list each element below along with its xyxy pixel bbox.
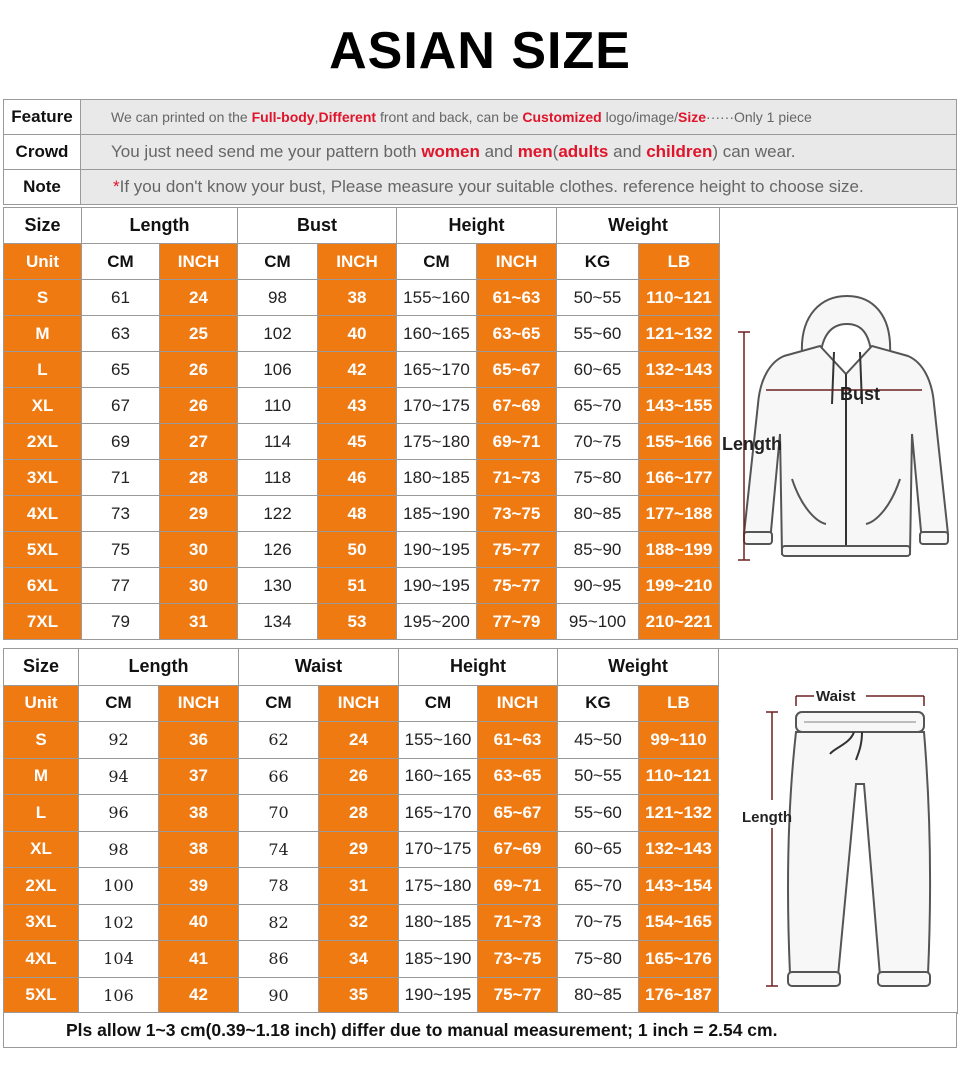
value-cell: 78	[239, 868, 319, 905]
size-cell: 7XL	[4, 604, 82, 640]
value-cell: 121~132	[639, 795, 719, 832]
unit-cell: INCH	[478, 685, 558, 722]
value-cell: 190~195	[399, 977, 478, 1014]
value-cell: 132~143	[639, 831, 719, 868]
value-cell: 26	[160, 388, 238, 424]
value-cell: 155~166	[639, 424, 720, 460]
value-cell: 99~110	[639, 722, 719, 759]
unit-cell: Unit	[4, 244, 82, 280]
size-cell: S	[4, 280, 82, 316]
size-cell: 3XL	[4, 904, 79, 941]
unit-cell: CM	[397, 244, 477, 280]
value-cell: 74	[239, 831, 319, 868]
size-cell: S	[4, 722, 79, 759]
feature-text: We can printed on the Full-body,Different front and back, can be Customized logo/image/Size······Only 1 piece	[81, 100, 957, 135]
value-cell: 180~185	[399, 904, 478, 941]
value-cell: 36	[159, 722, 239, 759]
header-row	[4, 208, 958, 244]
value-cell: 63~65	[478, 758, 558, 795]
value-cell: 75~77	[477, 532, 557, 568]
value-cell: 73~75	[478, 941, 558, 978]
value-cell: 63	[82, 316, 160, 352]
size-cell: 2XL	[4, 868, 79, 905]
value-cell: 130	[238, 568, 318, 604]
value-cell: 160~165	[399, 758, 478, 795]
value-cell: 27	[160, 424, 238, 460]
hoodie-icon	[744, 296, 948, 556]
unit-cell: CM	[399, 685, 478, 722]
value-cell: 79	[82, 604, 160, 640]
value-cell: 45	[318, 424, 397, 460]
size-cell: M	[4, 758, 79, 795]
value-cell: 80~85	[558, 977, 639, 1014]
value-cell: 55~60	[557, 316, 639, 352]
value-cell: 106	[79, 977, 159, 1014]
value-cell: 199~210	[639, 568, 720, 604]
value-cell: 63~65	[477, 316, 557, 352]
value-cell: 102	[238, 316, 318, 352]
size-cell: 2XL	[4, 424, 82, 460]
value-cell: 31	[160, 604, 238, 640]
value-cell: 67~69	[478, 831, 558, 868]
value-cell: 110~121	[639, 758, 719, 795]
value-cell: 38	[318, 280, 397, 316]
value-cell: 61~63	[477, 280, 557, 316]
value-cell: 25	[160, 316, 238, 352]
value-cell: 67	[82, 388, 160, 424]
value-cell: 65~70	[558, 868, 639, 905]
bust-label: Bust	[840, 384, 880, 404]
size-cell: 4XL	[4, 496, 82, 532]
value-cell: 110~121	[639, 280, 720, 316]
value-cell: 118	[238, 460, 318, 496]
value-cell: 176~187	[639, 977, 719, 1014]
size-cell: 3XL	[4, 460, 82, 496]
value-cell: 210~221	[639, 604, 720, 640]
unit-cell: CM	[238, 244, 318, 280]
crowd-row	[4, 135, 957, 170]
value-cell: 90	[239, 977, 319, 1014]
note-row	[4, 170, 957, 205]
value-cell: 29	[160, 496, 238, 532]
value-cell: 65~67	[477, 352, 557, 388]
waist-label: Waist	[816, 688, 856, 705]
value-cell: 61	[82, 280, 160, 316]
value-cell: 24	[160, 280, 238, 316]
value-cell: 60~65	[557, 352, 639, 388]
value-cell: 42	[159, 977, 239, 1014]
unit-cell: LB	[639, 244, 720, 280]
value-cell: 80~85	[557, 496, 639, 532]
value-cell: 26	[160, 352, 238, 388]
column-group-header: Bust	[238, 208, 397, 244]
value-cell: 31	[319, 868, 399, 905]
value-cell: 110	[238, 388, 318, 424]
value-cell: 98	[79, 831, 159, 868]
value-cell: 50~55	[558, 758, 639, 795]
column-group-header: Length	[82, 208, 238, 244]
value-cell: 185~190	[399, 941, 478, 978]
value-cell: 71~73	[477, 460, 557, 496]
value-cell: 177~188	[639, 496, 720, 532]
value-cell: 75~80	[557, 460, 639, 496]
value-cell: 92	[79, 722, 159, 759]
value-cell: 66	[239, 758, 319, 795]
size-cell: M	[4, 316, 82, 352]
column-group-header: Weight	[557, 208, 720, 244]
feature-label: Feature	[4, 100, 81, 135]
value-cell: 43	[318, 388, 397, 424]
value-cell: 75~77	[478, 977, 558, 1014]
value-cell: 126	[238, 532, 318, 568]
value-cell: 134	[238, 604, 318, 640]
value-cell: 42	[318, 352, 397, 388]
value-cell: 71	[82, 460, 160, 496]
value-cell: 45~50	[558, 722, 639, 759]
value-cell: 165~170	[397, 352, 477, 388]
crowd-text: You just need send me your pattern both women and men(adults and children) can wear.	[81, 135, 957, 170]
value-cell: 75	[82, 532, 160, 568]
value-cell: 170~175	[399, 831, 478, 868]
pants-length-label: Length	[742, 809, 792, 826]
value-cell: 154~165	[639, 904, 719, 941]
value-cell: 60~65	[558, 831, 639, 868]
value-cell: 24	[319, 722, 399, 759]
value-cell: 32	[319, 904, 399, 941]
value-cell: 28	[160, 460, 238, 496]
unit-cell: INCH	[318, 244, 397, 280]
value-cell: 61~63	[478, 722, 558, 759]
feature-row	[4, 100, 957, 135]
value-cell: 75~77	[477, 568, 557, 604]
value-cell: 166~177	[639, 460, 720, 496]
value-cell: 70~75	[558, 904, 639, 941]
pants-length-measure-line	[766, 712, 778, 986]
column-group-header: Height	[397, 208, 557, 244]
value-cell: 143~155	[639, 388, 720, 424]
value-cell: 77~79	[477, 604, 557, 640]
hoodie-diagram	[722, 284, 958, 574]
column-group-header: Weight	[558, 649, 719, 686]
size-cell: 5XL	[4, 977, 79, 1014]
unit-cell: CM	[239, 685, 319, 722]
page-title: ASIAN SIZE	[329, 22, 631, 80]
note-text: *If you don't know your bust, Please measure your suitable clothes. reference height to choose size.	[81, 170, 957, 205]
unit-cell: KG	[557, 244, 639, 280]
column-group-header: Length	[79, 649, 239, 686]
value-cell: 188~199	[639, 532, 720, 568]
size-cell: 6XL	[4, 568, 82, 604]
value-cell: 155~160	[397, 280, 477, 316]
value-cell: 122	[238, 496, 318, 532]
header-row	[4, 649, 958, 686]
value-cell: 26	[319, 758, 399, 795]
value-cell: 96	[79, 795, 159, 832]
value-cell: 190~195	[397, 568, 477, 604]
size-cell: 5XL	[4, 532, 82, 568]
value-cell: 155~160	[399, 722, 478, 759]
value-cell: 69~71	[478, 868, 558, 905]
value-cell: 38	[159, 831, 239, 868]
value-cell: 53	[318, 604, 397, 640]
value-cell: 30	[160, 568, 238, 604]
value-cell: 35	[319, 977, 399, 1014]
value-cell: 46	[318, 460, 397, 496]
value-cell: 190~195	[397, 532, 477, 568]
value-cell: 28	[319, 795, 399, 832]
value-cell: 165~176	[639, 941, 719, 978]
value-cell: 69~71	[477, 424, 557, 460]
value-cell: 195~200	[397, 604, 477, 640]
pants-diagram	[738, 684, 952, 1002]
value-cell: 86	[239, 941, 319, 978]
value-cell: 95~100	[557, 604, 639, 640]
value-cell: 94	[79, 758, 159, 795]
value-cell: 175~180	[399, 868, 478, 905]
value-cell: 175~180	[397, 424, 477, 460]
value-cell: 65~70	[557, 388, 639, 424]
value-cell: 50	[318, 532, 397, 568]
value-cell: 70	[239, 795, 319, 832]
value-cell: 55~60	[558, 795, 639, 832]
value-cell: 29	[319, 831, 399, 868]
unit-cell: CM	[79, 685, 159, 722]
value-cell: 170~175	[397, 388, 477, 424]
info-table	[3, 99, 957, 205]
value-cell: 50~55	[557, 280, 639, 316]
column-group-header: Height	[399, 649, 558, 686]
value-cell: 143~154	[639, 868, 719, 905]
value-cell: 85~90	[557, 532, 639, 568]
value-cell: 114	[238, 424, 318, 460]
unit-cell: INCH	[160, 244, 238, 280]
value-cell: 48	[318, 496, 397, 532]
value-cell: 77	[82, 568, 160, 604]
size-cell: XL	[4, 831, 79, 868]
value-cell: 106	[238, 352, 318, 388]
value-cell: 165~170	[399, 795, 478, 832]
value-cell: 185~190	[397, 496, 477, 532]
value-cell: 40	[159, 904, 239, 941]
unit-cell: INCH	[319, 685, 399, 722]
unit-cell: LB	[639, 685, 719, 722]
unit-cell: KG	[558, 685, 639, 722]
value-cell: 38	[159, 795, 239, 832]
value-cell: 90~95	[557, 568, 639, 604]
value-cell: 102	[79, 904, 159, 941]
size-header: Size	[4, 649, 79, 686]
value-cell: 73	[82, 496, 160, 532]
value-cell: 132~143	[639, 352, 720, 388]
measurement-note: Pls allow 1~3 cm(0.39~1.18 inch) differ due to manual measurement; 1 inch = 2.54 cm.	[3, 1012, 957, 1048]
pants-icon	[788, 712, 930, 986]
unit-cell: CM	[82, 244, 160, 280]
value-cell: 67~69	[477, 388, 557, 424]
column-group-header: Waist	[239, 649, 399, 686]
hoodie-length-label: Length	[722, 434, 782, 454]
value-cell: 160~165	[397, 316, 477, 352]
size-header: Size	[4, 208, 82, 244]
value-cell: 39	[159, 868, 239, 905]
size-cell: XL	[4, 388, 82, 424]
value-cell: 62	[239, 722, 319, 759]
value-cell: 75~80	[558, 941, 639, 978]
value-cell: 71~73	[478, 904, 558, 941]
unit-cell: INCH	[477, 244, 557, 280]
value-cell: 180~185	[397, 460, 477, 496]
unit-cell: INCH	[159, 685, 239, 722]
value-cell: 41	[159, 941, 239, 978]
value-cell: 34	[319, 941, 399, 978]
value-cell: 30	[160, 532, 238, 568]
value-cell: 65~67	[478, 795, 558, 832]
value-cell: 37	[159, 758, 239, 795]
value-cell: 51	[318, 568, 397, 604]
value-cell: 98	[238, 280, 318, 316]
value-cell: 121~132	[639, 316, 720, 352]
value-cell: 100	[79, 868, 159, 905]
value-cell: 104	[79, 941, 159, 978]
size-cell: 4XL	[4, 941, 79, 978]
unit-cell: Unit	[4, 685, 79, 722]
note-label: Note	[4, 170, 81, 205]
value-cell: 82	[239, 904, 319, 941]
size-cell: L	[4, 352, 82, 388]
value-cell: 70~75	[557, 424, 639, 460]
value-cell: 69	[82, 424, 160, 460]
value-cell: 73~75	[477, 496, 557, 532]
value-cell: 65	[82, 352, 160, 388]
value-cell: 40	[318, 316, 397, 352]
size-cell: L	[4, 795, 79, 832]
crowd-label: Crowd	[4, 135, 81, 170]
